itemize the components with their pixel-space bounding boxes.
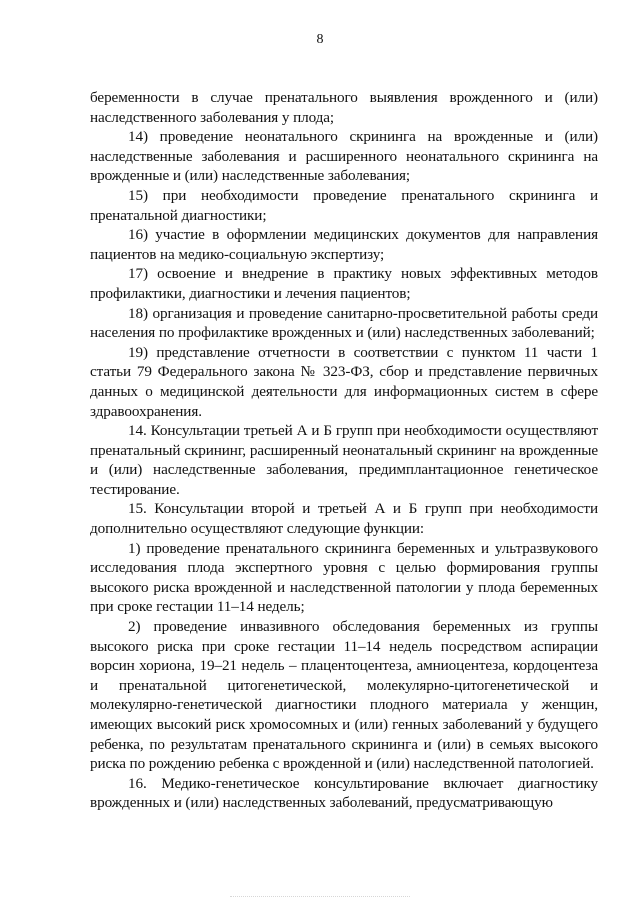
document-body: [90, 88, 598, 813]
scan-artifact: [230, 896, 410, 903]
list-item-17: 17) освоение и внедрение в практику новых эффективных методов профилактики, диагностики и лечения пациентов;: [90, 265, 598, 302]
list-item-14: 14) проведение неонатального скрининга на врожденные и (или) наследственные заболевания и расширенного неонатального скрининга на врожденные и (или) наследственные заболевания;: [90, 128, 598, 185]
list-item-16: 16) участие в оформлении медицинских документов для направления пациентов на медико-социальную экспертизу;: [90, 226, 598, 263]
list-item-15: 15) при необходимости проведение пренатального скрининга и пренатальной диагностики;: [90, 186, 598, 224]
function-item-2: 2) проведение инвазивного обследования беременных из группы высокого риска при сроке гестации 11–14 недель посредством аспирации ворсин хориона, 19–21 недель – плацентоцентеза, амниоцентеза, кордоцентеза и пренатальной цитогенетической, молекулярно-цитогенетической и молекулярно-генетической диагностики плодного материала у женщин, имеющих высокий риск хромосомных и (или) генных заболеваний у будущего ребенка, по результатам пренатального скрининга и (или) в семьях высокого риска по рождению ребенка с врожденной и (или) наследственной патологией.: [90, 618, 598, 773]
function-item-1: 1) проведение пренатального скрининга беременных и ультразвукового исследования плода экспертного уровня с целью формирования группы высокого риска врожденной и наследственной патологии у плода беременных при сроке гестации 11–14 недель;: [90, 539, 598, 616]
section-16: 16. Медико-генетическое консультирование включает диагностику врожденных и (или) наследственных заболеваний, предусматривающую: [90, 774, 598, 812]
list-item-18: 18) организация и проведение санитарно-просветительной работы среди населения по профилактике врожденных и (или) наследственных заболеваний;: [90, 304, 598, 342]
page-number: 8: [316, 32, 324, 47]
paragraph-continuation: беременности в случае пренатального выявления врожденного и (или) наследственного заболевания у плода;: [90, 89, 598, 126]
section-15: 15. Консультации второй и третьей А и Б групп при необходимости дополнительно осуществляют следующие функции:: [90, 500, 598, 538]
section-14: 14. Консультации третьей А и Б групп при необходимости осуществляют пренатальный скрининг, расширенный неонатальный скрининг на врожденные и (или) наследственные заболевания, предимплантационное генетическое тестирование.: [90, 422, 598, 498]
list-item-19: 19) представление отчетности в соответствии с пунктом 11 части 1 статьи 79 Федерального закона № 323-ФЗ, сбор и представление первичных данных о медицинской деятельности для информационных систем в сфере здравоохранения.: [90, 343, 598, 420]
